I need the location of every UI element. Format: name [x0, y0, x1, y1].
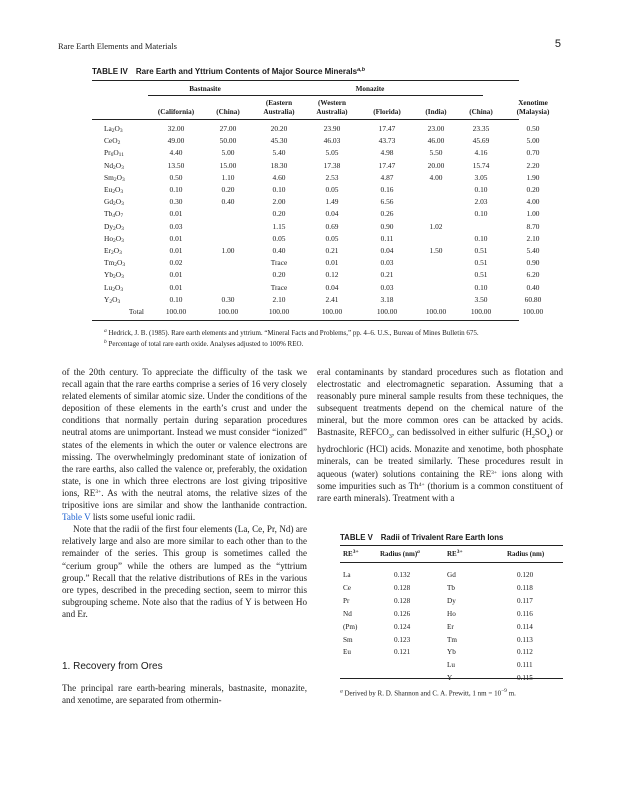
table-cell: 0.40: [526, 282, 540, 292]
table-cell: 5.50: [429, 148, 443, 158]
table-cell: 45.69: [472, 136, 490, 146]
total-cell: 100.00: [425, 307, 447, 316]
table-cell: 6.56: [380, 197, 394, 207]
table-cell: 4.98: [380, 148, 394, 158]
table-v-radius: 0.115: [517, 674, 533, 683]
oxide-label: $Nd_2O_3$: [104, 160, 124, 171]
table-cell: 0.11: [380, 233, 394, 243]
table-cell: 1.00: [526, 209, 540, 219]
table-cell: 50.00: [219, 136, 237, 146]
table-cell: 0.01: [169, 282, 183, 292]
group-header-bastnasite: Bastnasite: [189, 85, 221, 93]
table-cell: 20.20: [270, 124, 288, 133]
table-cell: 1.49: [325, 197, 339, 207]
table-cell: 0.05: [325, 233, 339, 243]
table-cell: 0.69: [325, 221, 339, 231]
table-v-element: Yb: [447, 648, 456, 657]
table-cell: 0.50: [169, 172, 183, 182]
table-cell: 2.53: [325, 172, 339, 182]
table-v-element: Lu: [447, 661, 455, 670]
table-cell: 0.10: [474, 233, 488, 243]
table-cell: 0.40: [221, 197, 235, 207]
running-title: Rare Earth Elements and Materials: [58, 41, 177, 51]
table-v-element: Eu: [343, 648, 351, 657]
table-cell: 0.03: [380, 258, 394, 268]
table-cell: 15.00: [219, 160, 237, 170]
table-v-element: Gd: [447, 571, 456, 579]
table-cell: 0.10: [474, 282, 488, 292]
oxide-label: $Pr_6O_{11}$: [104, 148, 124, 159]
table-iv-footnotes: [104, 328, 524, 350]
table-v-radius: 0.120: [517, 571, 534, 579]
table-cell: 3.18: [380, 294, 394, 304]
table-v-element: Er: [447, 622, 454, 631]
table-cell: 4.00: [526, 197, 540, 207]
table-cell: 17.47: [378, 160, 396, 170]
oxide-label: $La_2O_3$: [104, 124, 123, 134]
table-cell: 8.70: [526, 221, 540, 231]
table-cell: 5.00: [526, 136, 540, 146]
table-cell: 0.10: [272, 185, 286, 194]
oxide-label: $Tm_2O_3$: [104, 258, 126, 269]
total-cell: 100.00: [165, 307, 187, 316]
table-v-element: Tm: [447, 635, 457, 644]
table-cell: 1.00: [221, 246, 235, 255]
table-cell: [202, 209, 254, 219]
table-v-header-re-2: $RE^{3+}$: [447, 549, 463, 558]
table-v-element: Tb: [447, 583, 455, 592]
table-cell: 2.03: [474, 197, 488, 207]
table-cell: 0.04: [325, 282, 339, 292]
table-cell: 4.00: [429, 172, 443, 182]
table-cell: 32.00: [167, 124, 185, 133]
oxide-label: $Ho_2O_3$: [104, 233, 124, 244]
table-cell: 5.00: [221, 148, 235, 158]
table-cell: 0.01: [169, 246, 183, 255]
table-iv-col-header: (China): [469, 108, 493, 116]
table-iv-col-header: (Western: [318, 99, 346, 107]
table-v-title: [340, 533, 503, 542]
table-iv-bottom-rule: [92, 320, 519, 321]
table-cell: 23.90: [323, 124, 341, 133]
table-cell: 4.40: [169, 148, 183, 158]
table-cell: [202, 222, 254, 232]
table-cell: 13.50: [167, 160, 185, 170]
total-cell: 100.00: [268, 307, 290, 316]
table-cell: 6.20: [526, 270, 540, 280]
table-v-radius: 0.128: [394, 583, 411, 592]
table-iv-col-header: Australia): [263, 108, 295, 116]
table-v-element: Sm: [343, 635, 353, 644]
table-v-element: Nd: [343, 609, 352, 618]
oxide-label: $Dy_2O_3$: [104, 221, 124, 232]
table-v-element: La: [343, 571, 351, 579]
table-cell: 0.04: [325, 209, 339, 219]
table-cell: 0.01: [169, 270, 183, 280]
table-cell: 0.01: [169, 233, 183, 243]
table-cell: 0.90: [526, 258, 540, 268]
table-cell: [202, 283, 254, 293]
table-v-radius: 0.114: [517, 622, 533, 631]
table-v-header-rule: [340, 562, 563, 563]
table-cell: 4.60: [272, 172, 286, 182]
table-v-header-radius-2: Radius (nm): [507, 550, 545, 558]
table-cell: 17.38: [323, 160, 341, 170]
table-cell: 0.30: [221, 294, 235, 304]
table-cell: [202, 234, 254, 244]
table-cell: 4.16: [474, 148, 488, 158]
table-cell: 0.05: [272, 233, 286, 243]
table-cell: 20.00: [427, 160, 445, 170]
table-cell: 43.73: [378, 136, 396, 146]
table-cell: 2.20: [526, 160, 540, 170]
oxide-label: $Y_2O_3$: [104, 294, 121, 305]
table-v-radius: 0.121: [394, 648, 411, 657]
table-cell: 0.05: [325, 185, 339, 194]
table-cell: 0.10: [474, 185, 488, 194]
table-cell: 0.90: [380, 221, 394, 231]
table-iv-col-header: (California): [157, 108, 195, 116]
total-cell: 100.00: [522, 307, 544, 316]
table-cell: [202, 270, 254, 280]
table-cell: 46.03: [323, 136, 341, 146]
table-cell: 5.05: [325, 148, 339, 158]
table-cell: 2.00: [272, 197, 286, 207]
table-iv-col-header: (India): [425, 108, 447, 116]
left-column-text-continued: [62, 682, 307, 706]
table-v-radius: 0.132: [394, 571, 411, 579]
table-v-radius: 0.118: [517, 583, 533, 592]
total-cell: 100.00: [217, 307, 239, 316]
table-cell: 0.21: [380, 270, 394, 280]
table-cell: 0.10: [169, 185, 183, 194]
table-cell: 0.10: [169, 294, 183, 304]
table-iv-top-rule: [92, 80, 519, 81]
table-v-radius: 0.111: [517, 661, 533, 670]
table-cell: 3.05: [474, 172, 488, 182]
table-cell: 0.70: [526, 148, 540, 158]
table-iv-title-footnote-marks: a,b: [357, 67, 366, 73]
oxide-label: $Eu_2O_3$: [104, 185, 124, 195]
table-cell: 45.30: [270, 136, 288, 146]
table-cell: 0.30: [169, 197, 183, 207]
oxide-label: $Tb_4O_7$: [104, 209, 124, 220]
table-v-element: Pr: [343, 596, 350, 605]
table-iv-col-header: (Eastern: [265, 99, 293, 107]
table-cell: 17.47: [378, 124, 396, 133]
table-iv-label: TABLE IV: [92, 67, 128, 76]
table-cell: 1.02: [429, 221, 443, 231]
table-cell: 0.03: [169, 221, 183, 231]
oxide-label: $Yb_2O_3$: [104, 270, 124, 281]
table-v-radius: 0.116: [517, 609, 533, 618]
total-cell: 100.00: [376, 307, 398, 316]
group-header-monazite: Monazite: [355, 85, 385, 93]
table-cell: 2.10: [272, 294, 286, 304]
table-cell: 0.04: [380, 246, 394, 255]
table-v-label: TABLE V: [340, 533, 373, 542]
oxide-label: $Sm_2O_3$: [104, 172, 125, 183]
table-v-radius: 0.112: [517, 648, 533, 657]
table-v-top-rule: [340, 545, 563, 546]
table-v-radius: 0.124: [394, 622, 411, 631]
table-cell: 23.35: [472, 124, 490, 133]
table-cell: 0.20: [221, 185, 235, 194]
table-cell: 23.00: [427, 124, 445, 133]
table-cell: [455, 222, 507, 232]
table-iv-footnote-a: $^a$ Hedrick, J. B. (1985). Rare earth elements and yttrium. “Mineral Facts and Problems,” pp. 4–6. U.S., Bureau of Mines Bulletin 675.: [104, 328, 479, 337]
table-cell: 0.03: [380, 282, 394, 292]
table-v-element: Ho: [447, 609, 456, 618]
table-iv-header-rule: [92, 119, 519, 120]
table-cell: 18.30: [270, 160, 288, 170]
table-cell: 46.00: [427, 136, 445, 146]
table-iv-col-header: Xenotime: [518, 99, 548, 107]
table-v-radius: 0.113: [517, 635, 533, 644]
table-cell: 0.21: [325, 246, 339, 255]
table-cell: 0.51: [474, 258, 488, 268]
table-cell: 0.51: [474, 246, 488, 255]
table-v-radius: 0.128: [394, 596, 411, 605]
table-cell: 1.50: [429, 246, 443, 255]
table-v-footnote: $^a$ Derived by R. D. Shannon and C. A. Prewitt, 1 nm = $10^{-9}$ m.: [340, 688, 516, 698]
total-label: Total: [128, 307, 144, 316]
bastnasite-group-rule: [148, 95, 248, 96]
table-v-element: (Pm): [343, 622, 358, 631]
table-cell: 0.20: [272, 209, 286, 219]
table-cell: 60.80: [524, 294, 542, 304]
table-iv-col-header: (Florida): [373, 108, 401, 116]
table-cell: 5.40: [526, 246, 540, 255]
table-v-radius: 0.126: [394, 609, 411, 618]
oxide-label: $Er_2O_3$: [104, 246, 122, 256]
body-paragraph: The principal rare earth-bearing minerals, bastnasite, monazite, and xenotime, are separated from othermin-: [62, 683, 307, 706]
table-cell: 0.12: [325, 270, 339, 280]
table-v-header-radius: Radius (nm)$^a$: [380, 549, 420, 558]
oxide-label: $Lu_2O_3$: [104, 282, 124, 293]
table-cell: 0.26: [380, 209, 394, 219]
table-cell: 0.20: [272, 270, 286, 280]
page-number: 5: [554, 38, 561, 50]
table-v-header-re: $RE^{3+}$: [343, 549, 359, 558]
table-cell: 0.40: [272, 246, 286, 255]
table-cell: 0.01: [169, 209, 183, 219]
table-cell: 0.20: [526, 185, 540, 194]
table-cell: 1.10: [221, 172, 235, 182]
right-column-text: [317, 366, 563, 504]
table-iv-footnote-b: $^b$ Percentage of total rare earth oxide. Analyses adjusted to 100% REO.: [104, 339, 304, 348]
table-cell: 0.16: [380, 185, 394, 194]
table-cell: 1.15: [272, 221, 286, 231]
table-iv-col-header: (Malaysia): [516, 108, 550, 116]
total-cell: 100.00: [470, 307, 492, 316]
table-v-link[interactable]: Table V: [62, 512, 91, 523]
table-cell: 15.74: [472, 160, 490, 170]
table-iv-col-header: Australia): [316, 108, 348, 116]
table-v-element: Ce: [343, 583, 351, 592]
table-cell: [202, 258, 254, 268]
table-v-radius: 0.123: [394, 635, 411, 644]
table-cell: 0.01: [325, 258, 339, 268]
table-iv-title: [92, 67, 365, 76]
body-paragraph: eral contaminants by standard procedures such as flotation and electrostatic and electromagnetic separation. Assuming that a reasonably pure mineral sample results from these techniques, the subsequent treatments depend on the chemical nature of the mineral, but the more common ores can be attacked by acids. Bastnasite, $REFCO_3$, can bedissolved in either sulfuric $(H_2SO_4)$ or hydrochloric (HCl) acids. Monazite and xenotime, both phosphate minerals, can be treated similarly. These procedures result in aqueous (water) solutions containing the $RE^{3+}$ ions along with some impurities such as $Th^{4+}$ (thorium is a common constituent of rare earth minerals). Treatment with a: [317, 367, 563, 503]
body-paragraph: Note that the radii of the first four elements (La, Ce, Pr, Nd) are relatively large and also are more similar to each other than to the remainder of the series. This group is sometimes called the “cerium group” while the others are lumped as the “yttrium group.” Recall that the relative distributions of REs in the various ore types, described in the preceding section, seem to mirror this subgrouping scheme. Note also that the radius of Y is between Ho and Er.: [62, 524, 307, 619]
table-cell: 3.50: [474, 294, 488, 304]
oxide-label: $Gd_2O_3$: [104, 197, 124, 208]
table-v-bottom-rule: [340, 678, 563, 679]
table-iv-caption: Rare Earth and Yttrium Contents of Major Source Minerals: [135, 67, 358, 76]
body-paragraph: of the 20th century. To appreciate the difficulty of the task we recall again that the rare earths comprise a series of 16 very closely related elements of similar atomic size. Under the conditions of the deposition of these elements in the earth’s crust and under the conditions that normally pertain during separation procedures neutral atoms are unimportant. Instead we must consider “ionized” states of the elements in which the outer or valence electrons are missing. The overwhelmingly predominant state of ionization of the rare earths, also called the valence or, preferably, the oxidation state, is one in which three electrons are lost giving tripositive ions, $RE^{3+}$. As with the neutral atoms, the relative sizes of the tripositive ions are similar and show the lanthanide contraction. Table V lists some useful ionic radii.: [62, 367, 307, 523]
oxide-label: CeO$_2$: [104, 136, 121, 147]
table-cell: 0.02: [169, 258, 183, 268]
table-cell: 27.00: [219, 124, 237, 133]
table-v-element: Dy: [447, 596, 456, 605]
table-cell: 1.90: [526, 172, 540, 182]
table-cell: 49.00: [167, 136, 185, 146]
table-cell: 0.10: [474, 209, 488, 219]
table-cell: 0.51: [474, 270, 488, 280]
table-cell: 5.40: [272, 148, 286, 158]
table-cell: Trace: [270, 258, 288, 268]
left-column-text: [62, 366, 307, 620]
total-cell: 100.00: [321, 307, 343, 316]
table-cell: 0.50: [526, 124, 540, 133]
table-v-caption: Radii of Trivalent Rare Earth Ions: [380, 533, 504, 542]
table-v-element: Y: [447, 674, 453, 683]
table-cell: 2.41: [325, 294, 339, 304]
section-heading: 1. Recovery from Ores: [62, 661, 163, 672]
monazite-group-rule: [238, 95, 483, 96]
table-cell: 4.87: [380, 172, 394, 182]
table-cell: 2.10: [526, 233, 540, 243]
table-iv-col-header: (China): [216, 108, 240, 116]
table-v-radius: 0.117: [517, 596, 533, 605]
table-cell: Trace: [270, 282, 288, 292]
